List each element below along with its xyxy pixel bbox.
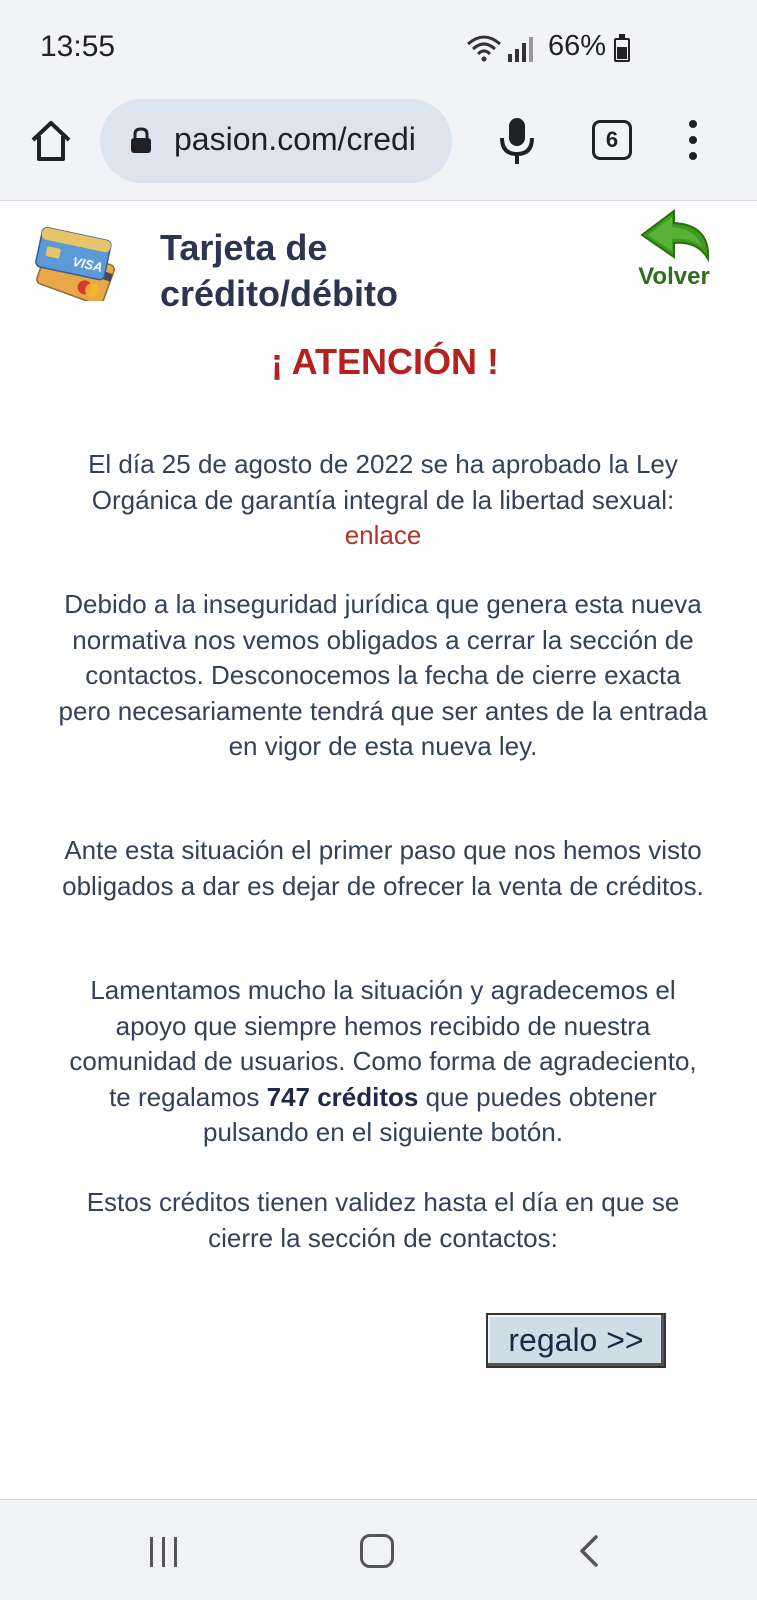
recent-apps-icon[interactable] — [148, 1537, 182, 1567]
browser-toolbar — [0, 96, 757, 201]
home-icon[interactable] — [28, 118, 74, 164]
paragraph-law-text: El día 25 de agosto de 2022 se ha aprobado la Ley Orgánica de garantía integral de la libertad sexual: — [88, 449, 678, 515]
nav-back-icon[interactable] — [578, 1534, 600, 1568]
status-bar — [0, 0, 757, 96]
system-navbar — [0, 1499, 757, 1600]
address-bar[interactable] — [100, 99, 452, 183]
wifi-icon — [466, 34, 502, 62]
paragraph-closure: Debido a la inseguridad jurídica que genera esta nueva normativa nos vemos obligados a cerrar la sección de contactos. Desconocemos la fecha de cierre exacta pero necesariamente tendrá que ser antes de la entrada en vigor de esta nueva ley. — [58, 589, 708, 761]
signal-icon — [506, 36, 534, 62]
page-content — [0, 201, 757, 1499]
battery-percent: 66% — [548, 30, 607, 62]
tabs-button[interactable]: 6 — [592, 120, 632, 160]
menu-icon[interactable] — [686, 120, 700, 160]
paragraph-gift — [58, 973, 708, 1151]
svg-text:VISA: VISA — [71, 253, 105, 275]
back-arrow-icon — [634, 207, 714, 263]
attention-heading: ¡ ATENCIÓN ! — [271, 341, 499, 382]
battery-icon — [614, 38, 630, 62]
credit-card-icon — [30, 225, 120, 301]
nav-home-icon[interactable] — [360, 1534, 394, 1568]
lock-icon[interactable] — [130, 127, 152, 153]
paragraph-sales: Ante esta situación el primer paso que nos hemos visto obligados a dar es dejar de ofrecer la venta de créditos. — [62, 835, 704, 901]
status-time: 13:55 — [40, 30, 116, 63]
paragraph-gift-text-a: Lamentamos mucho la situación y agradecemos el apoyo que siempre hemos recibido de nuestra comunidad de usuarios. Como forma de agradeciento, te regalamos — [69, 975, 697, 1112]
back-label[interactable]: Volver — [638, 263, 710, 290]
paragraph-validity: Estos créditos tienen validez hasta el día en que se cierre la sección de contactos: — [86, 1187, 680, 1253]
mic-icon[interactable] — [496, 116, 538, 166]
law-link[interactable]: enlace — [344, 520, 422, 550]
page-title: Tarjeta de crédito/débito — [160, 227, 399, 314]
back-button[interactable] — [624, 207, 724, 297]
paragraph-gift-text-b: que puedes obtener pulsando en el siguiente botón. — [203, 1081, 657, 1147]
paragraph-law — [58, 447, 708, 554]
credits-amount: 747 créditos — [266, 1081, 419, 1112]
gift-button[interactable]: regalo >> — [486, 1313, 666, 1368]
url-text[interactable]: pasion.com/credi — [174, 121, 416, 157]
